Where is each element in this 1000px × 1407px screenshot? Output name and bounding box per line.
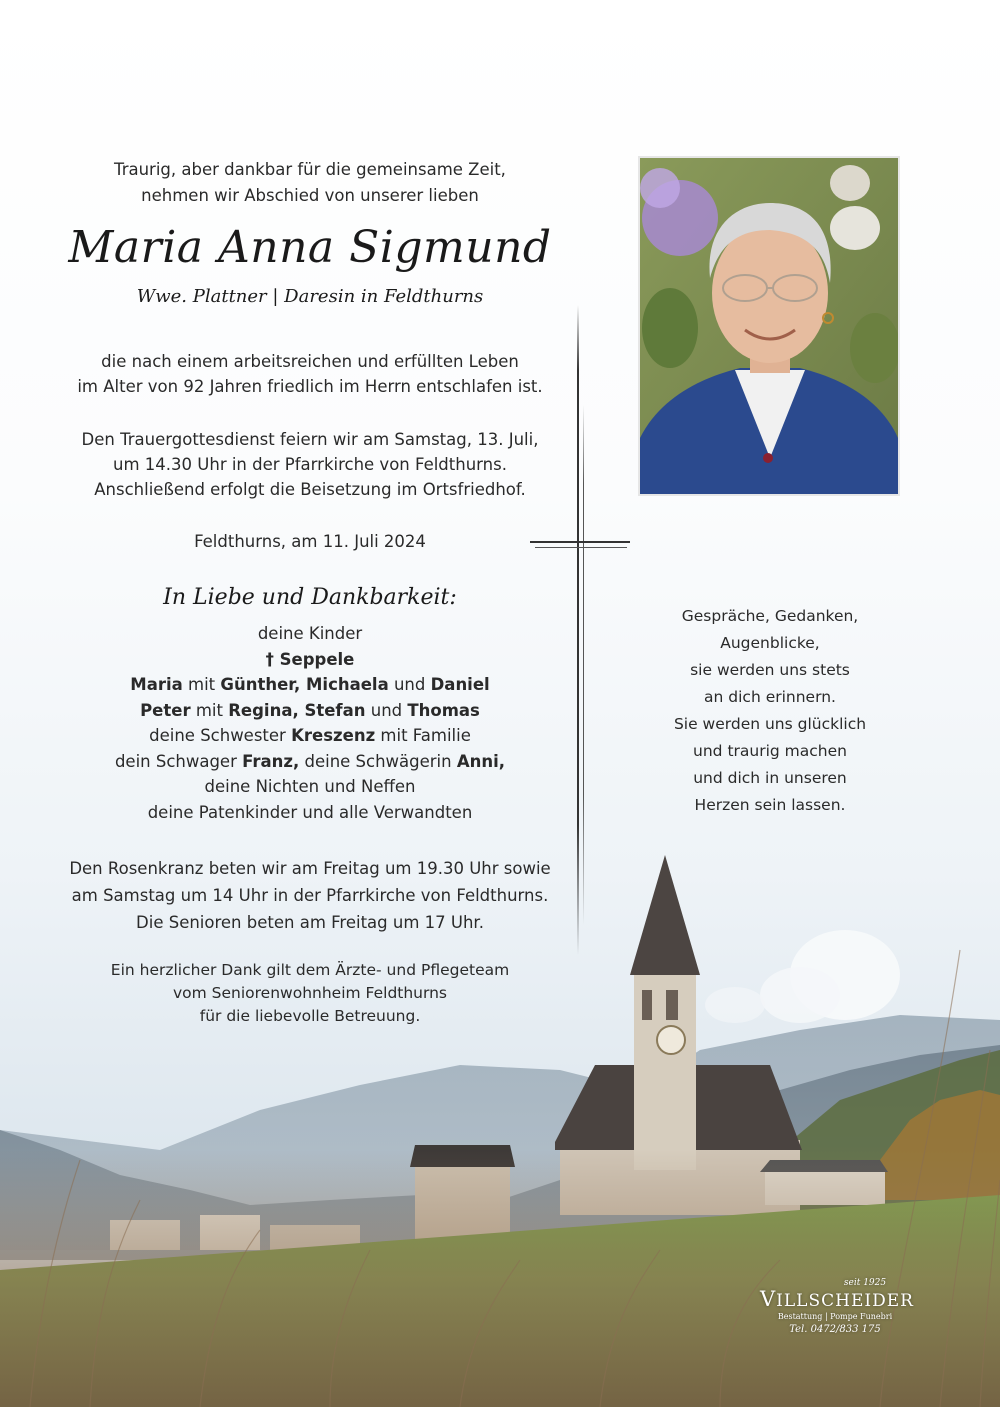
rosary-text bbox=[60, 855, 560, 936]
thanks-line-1: Ein herzlicher Dank gilt dem Ärzte- und Pflegeteam bbox=[110, 961, 510, 979]
thanks-line-3: für die liebevolle Betreuung. bbox=[199, 1007, 421, 1025]
deceased-subtitle: Wwe. Plattner | Daresin in Feldthurns bbox=[136, 286, 484, 307]
service-line-1: Den Trauergottesdienst feiern wir am Samstag, 13. Juli, bbox=[81, 430, 539, 449]
thanks-line-2: vom Seniorenwohnheim Feldthurns bbox=[172, 984, 448, 1002]
poem-line: sie werden uns stets bbox=[690, 661, 850, 679]
life-line-2: im Alter von 92 Jahren friedlich im Herrn entschlafen ist. bbox=[77, 377, 543, 396]
funeral-service-text bbox=[60, 427, 560, 502]
poem bbox=[640, 603, 900, 819]
intro-line-2: nehmen wir Abschied von unserer lieben bbox=[141, 186, 479, 205]
life-text bbox=[60, 349, 560, 399]
service-line-3: Anschließend erfolgt die Beisetzung im Ortsfriedhof. bbox=[94, 480, 526, 499]
cross-vertical-line bbox=[577, 305, 579, 955]
family-children-intro: deine Kinder bbox=[257, 624, 363, 643]
dedication-heading: In Liebe und Dankbarkeit: bbox=[163, 585, 457, 610]
poem-line: und traurig machen bbox=[693, 742, 847, 760]
portrait-photo bbox=[638, 156, 900, 496]
rosary-line-3: Die Senioren beten am Freitag um 17 Uhr. bbox=[136, 913, 484, 932]
family-nieces: deine Nichten und Neffen bbox=[204, 777, 416, 796]
family-list bbox=[60, 621, 560, 825]
family-inlaws-line: dein Schwager Franz, deine Schwägerin Anni, bbox=[114, 751, 506, 771]
deceased-name: Maria Anna Sigmund bbox=[68, 222, 552, 273]
family-seppele: † Seppele bbox=[265, 649, 355, 669]
rosary-line-1: Den Rosenkranz beten wir am Freitag um 19.30 Uhr sowie bbox=[69, 859, 551, 878]
logo-brand: VILLSCHEIDER bbox=[760, 1287, 914, 1311]
poem-line: Herzen sein lassen. bbox=[694, 796, 846, 814]
cross-horizontal-line bbox=[530, 541, 630, 543]
intro-line-1: Traurig, aber dankbar für die gemeinsame Zeit, bbox=[114, 160, 506, 179]
service-line-2: um 14.30 Uhr in der Pfarrkirche von Feldthurns. bbox=[113, 455, 507, 474]
poem-line: Sie werden uns glücklich bbox=[673, 715, 867, 733]
logo-since: seit 1925 bbox=[843, 1278, 887, 1288]
cross-vertical-line-2 bbox=[583, 405, 584, 925]
place-date: Feldthurns, am 11. Juli 2024 bbox=[194, 532, 426, 551]
funeral-home-logo bbox=[760, 1278, 914, 1335]
poem-line: Gespräche, Gedanken, bbox=[681, 607, 859, 625]
poem-line: und dich in unseren bbox=[693, 769, 847, 787]
poem-line: an dich erinnern. bbox=[704, 688, 836, 706]
logo-phone: Tel. 0472/833 175 bbox=[789, 1324, 881, 1335]
rosary-line-2: am Samstag um 14 Uhr in der Pfarrkirche von Feldthurns. bbox=[71, 886, 549, 905]
poem-line: Augenblicke, bbox=[720, 634, 820, 652]
family-maria-line: Maria mit Günther, Michaela und Daniel bbox=[130, 675, 490, 694]
family-peter-line: Peter mit Regina, Stefan und Thomas bbox=[140, 700, 480, 720]
logo-subtitle: Bestattung | Pompe Funebri bbox=[777, 1312, 893, 1321]
thanks-text bbox=[60, 959, 560, 1028]
intro-text bbox=[60, 157, 560, 209]
life-line-1: die nach einem arbeitsreichen und erfüllten Leben bbox=[101, 352, 519, 371]
cross-horizontal-line-2 bbox=[535, 547, 627, 548]
family-sister-line: deine Schwester Kreszenz mit Familie bbox=[149, 726, 471, 745]
family-godchildren: deine Patenkinder und alle Verwandten bbox=[147, 802, 473, 822]
